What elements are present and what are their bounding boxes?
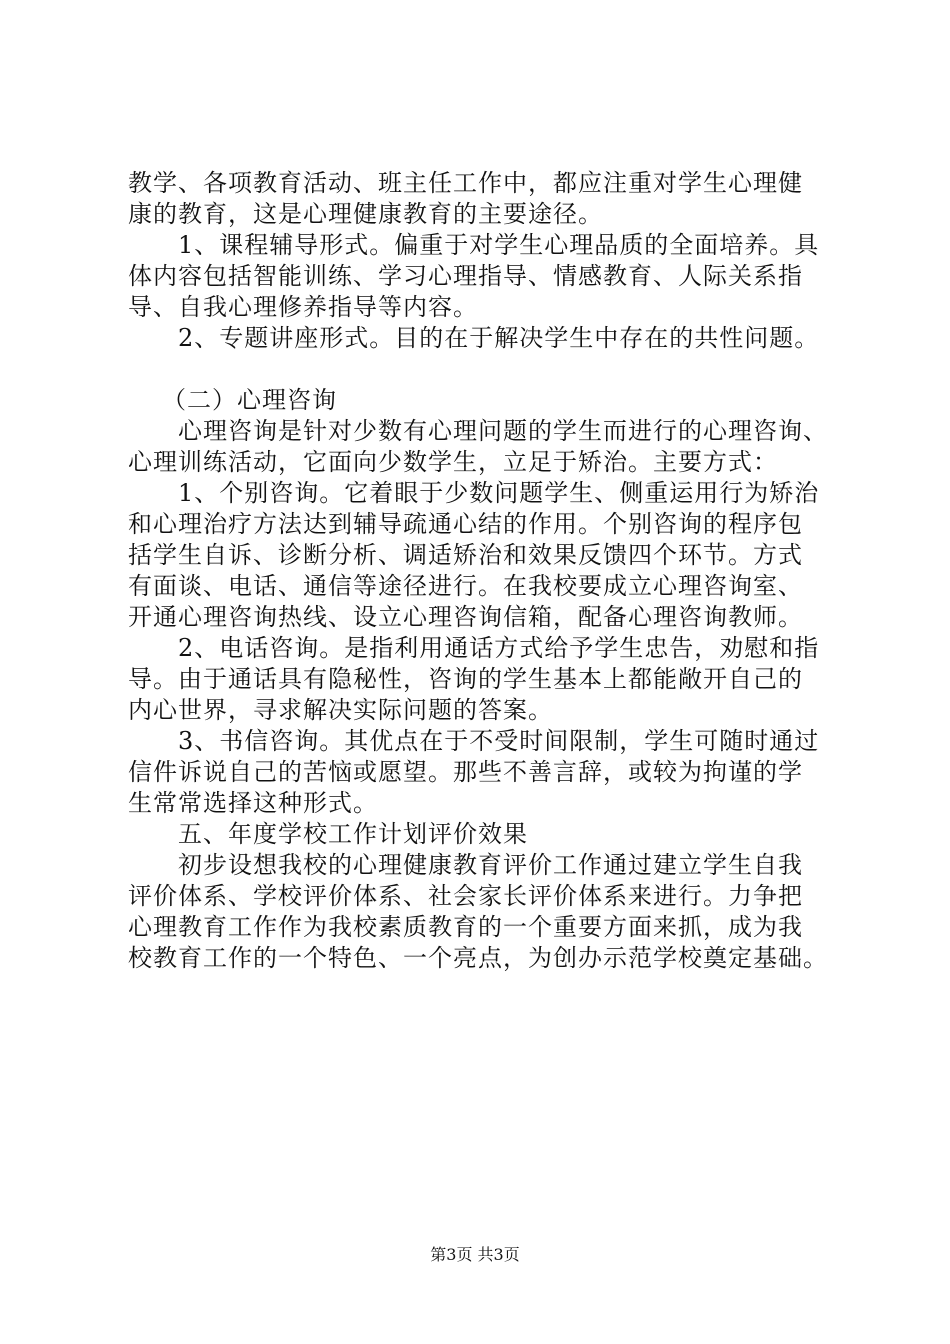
paragraph-line: 导、自我心理修养指导等内容。: [128, 293, 478, 321]
paragraph-line: 康的教育，这是心理健康教育的主要途径。: [128, 200, 603, 228]
paragraph-line: 内心世界，寻求解决实际问题的答案。: [128, 696, 553, 724]
paragraph-line: 有面谈、电话、通信等途径进行。在我校要成立心理咨询室、: [128, 572, 803, 600]
paragraph-line: 心理教育工作作为我校素质教育的一个重要方面来抓，成为我: [128, 913, 803, 941]
page-number-footer: 第3页 共3页: [430, 1245, 520, 1264]
blank-line: [128, 354, 834, 385]
paragraph-line: 初步设想我校的心理健康教育评价工作通过建立学生自我: [178, 851, 803, 879]
paragraph-line: 导。由于通话具有隐秘性，咨询的学生基本上都能敞开自己的: [128, 665, 803, 693]
paragraph-line: 心理咨询是针对少数有心理问题的学生而进行的心理咨询、: [178, 417, 828, 445]
section-heading: （二）心理咨询: [162, 386, 337, 414]
paragraph-line: 开通心理咨询热线、设立心理咨询信箱，配备心理咨询教师。: [128, 603, 803, 631]
section-heading: 五、年度学校工作计划评价效果: [178, 820, 528, 848]
paragraph-line: 1、课程辅导形式。偏重于对学生心理品质的全面培养。具: [178, 231, 820, 259]
paragraph-line: 1、个别咨询。它着眼于少数问题学生、侧重运用行为矫治: [178, 479, 820, 507]
paragraph-line: 评价体系、学校评价体系、社会家长评价体系来进行。力争把: [128, 882, 803, 910]
document-body: [128, 168, 834, 974]
paragraph-line: 和心理治疗方法达到辅导疏通心结的作用。个别咨询的程序包: [128, 510, 803, 538]
paragraph-line: 2、专题讲座形式。目的在于解决学生中存在的共性问题。: [178, 324, 820, 352]
paragraph-line: 心理训练活动，它面向少数学生，立足于矫治。主要方式：: [128, 448, 778, 476]
paragraph-line: 教学、各项教育活动、班主任工作中，都应注重对学生心理健: [128, 169, 803, 197]
paragraph-line: 括学生自诉、诊断分析、调适矫治和效果反馈四个环节。方式: [128, 541, 803, 569]
paragraph-line: 2、电话咨询。是指利用通话方式给予学生忠告，劝慰和指: [178, 634, 820, 662]
paragraph-line: 生常常选择这种形式。: [128, 789, 378, 817]
paragraph-line: 体内容包括智能训练、学习心理指导、情感教育、人际关系指: [128, 262, 803, 290]
paragraph-line: 信件诉说自己的苦恼或愿望。那些不善言辞，或较为拘谨的学: [128, 758, 803, 786]
paragraph-line: 校教育工作的一个特色、一个亮点，为创办示范学校奠定基础。: [128, 944, 828, 972]
paragraph-line: 3、书信咨询。其优点在于不受时间限制，学生可随时通过: [178, 727, 820, 755]
